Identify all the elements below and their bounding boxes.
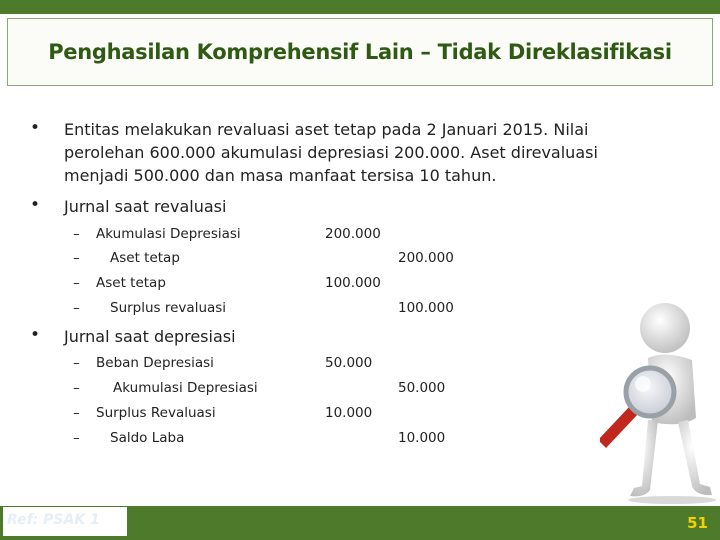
bullet-marker: • (30, 325, 41, 345)
person-magnifier-icon (600, 300, 720, 509)
dash-marker: – (73, 250, 80, 266)
title-box (7, 18, 713, 86)
bullet-1-line-2: perolehan 600.000 akumulasi depresiasi 200.000. Aset direvaluasi (64, 143, 598, 162)
journal-debit: 10.000 (325, 405, 373, 421)
journal-account: Akumulasi Depresiasi (113, 380, 258, 396)
journal-credit: 100.000 (398, 300, 454, 316)
journal-debit: 50.000 (325, 355, 373, 371)
bullet-text (64, 118, 598, 187)
dash-marker: – (73, 355, 80, 371)
bullet-3-text: Jurnal saat depresiasi (64, 327, 236, 346)
top-bar (0, 0, 720, 14)
page-number: 51 (687, 514, 708, 532)
journal-account: Surplus revaluasi (110, 300, 227, 316)
journal-account: Aset tetap (96, 275, 166, 291)
journal-credit: 10.000 (398, 430, 446, 446)
dash-marker: – (73, 430, 80, 446)
journal-account: Surplus Revaluasi (96, 405, 216, 421)
dash-marker: – (73, 226, 80, 242)
dash-marker: – (73, 380, 80, 396)
journal-debit: 100.000 (325, 275, 381, 291)
bullet-marker: • (30, 118, 41, 138)
reference-box (3, 507, 127, 536)
bullet-1-line-3: menjadi 500.000 dan masa manfaat tersisa 10 tahun. (64, 166, 497, 185)
slide-title: Penghasilan Komprehensif Lain – Tidak Direklasifikasi (48, 40, 672, 64)
bullet-1-line-1: Entitas melakukan revaluasi aset tetap pada 2 Januari 2015. Nilai (64, 120, 589, 139)
journal-account: Akumulasi Depresiasi (96, 226, 241, 242)
journal-account: Beban Depresiasi (96, 355, 214, 371)
bullet-marker: • (30, 195, 41, 215)
journal-credit: 50.000 (398, 380, 446, 396)
bullet-2-text: Jurnal saat revaluasi (64, 197, 227, 216)
journal-debit: 200.000 (325, 226, 381, 242)
dash-marker: – (73, 405, 80, 421)
dash-marker: – (73, 275, 80, 291)
reference-label: Ref: PSAK 1 (7, 512, 100, 528)
journal-account: Saldo Laba (110, 430, 185, 446)
dash-marker: – (73, 300, 80, 316)
journal-credit: 200.000 (398, 250, 454, 266)
journal-account: Aset tetap (110, 250, 180, 266)
